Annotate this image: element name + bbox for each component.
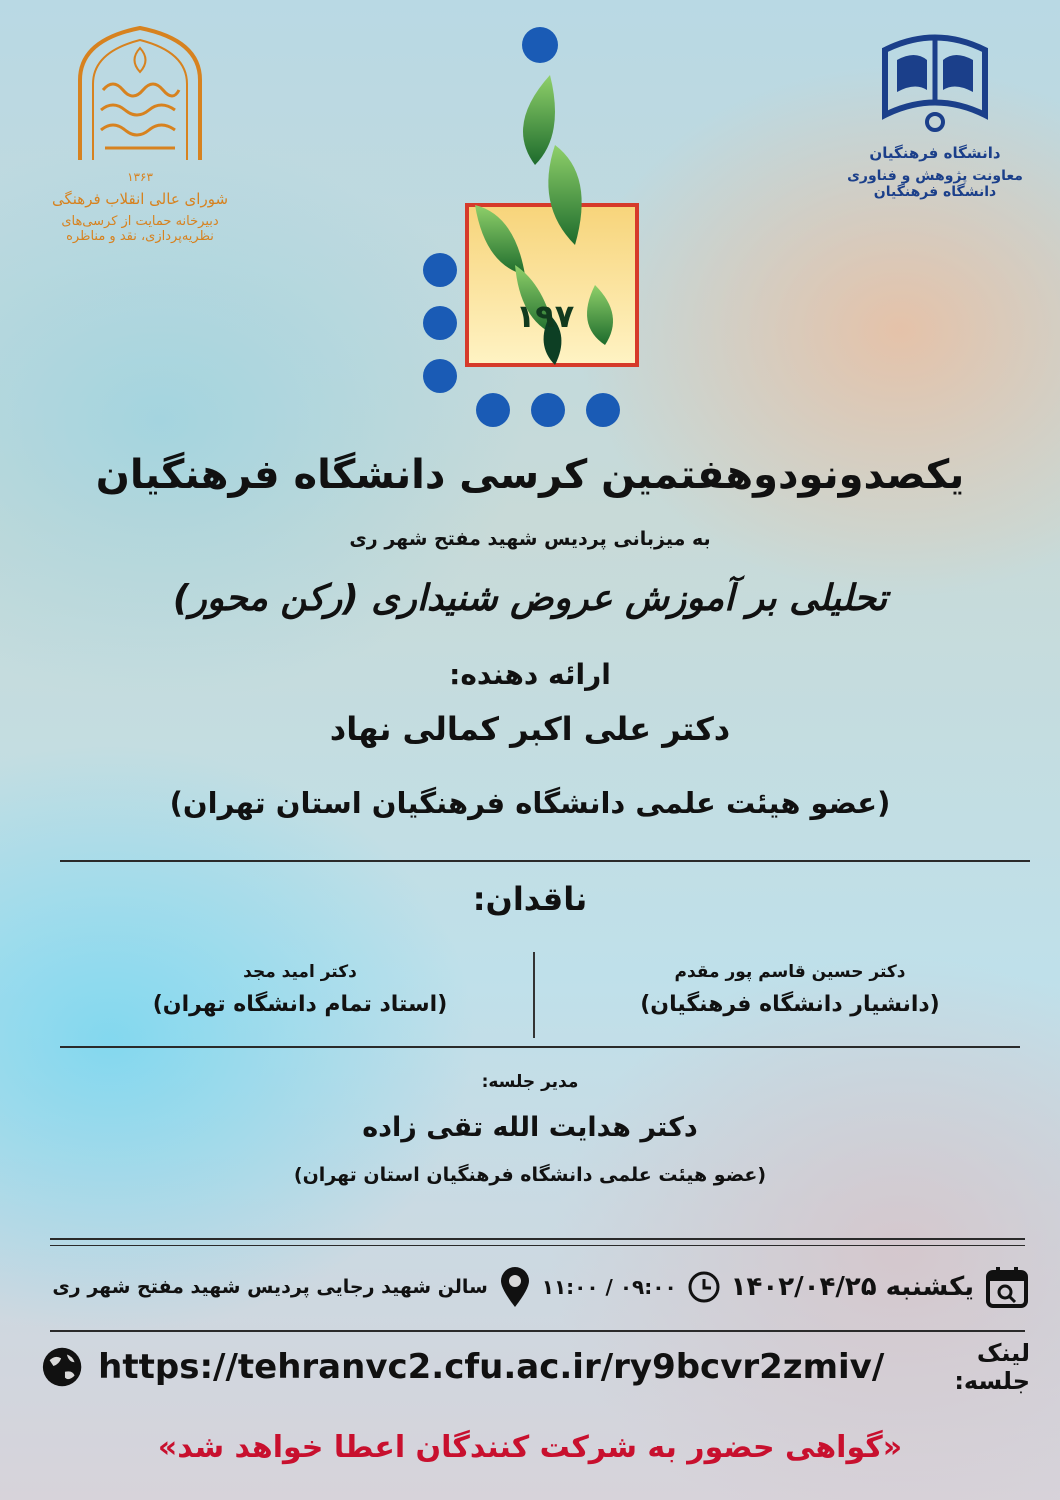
- chair-affiliation: (عضو هیئت علمی دانشگاه فرهنگیان استان تهران): [293, 1164, 767, 1186]
- event-date: یکشنبه ۱۴۰۲/۰۴/۲۵: [730, 1272, 974, 1302]
- divider-2: [60, 1046, 1020, 1048]
- lecture-title: تحلیلی بر آموزش عروض شنیداری (رکن محور): [172, 578, 888, 619]
- globe-icon: [40, 1344, 84, 1390]
- chair-label: مدیر جلسه:: [481, 1072, 579, 1092]
- university-emblem-icon: [875, 20, 995, 140]
- critics-divider: [533, 952, 535, 1038]
- university-logo: [840, 20, 1030, 230]
- council-emblem-icon: [65, 20, 215, 170]
- main-title: یکصدونودوهفتمین کرسی دانشگاه فرهنگیان: [95, 452, 965, 498]
- council-year: ۱۳۶۳: [127, 170, 153, 184]
- divider-4: [50, 1330, 1025, 1332]
- event-time: ۰۹:۰۰ / ۱۱:۰۰: [541, 1275, 677, 1299]
- council-logo: [40, 20, 240, 270]
- research-deputy-name: معاونت پژوهش و فناوری دانشگاه فرهنگیان: [847, 168, 1023, 200]
- location-pin-icon: [498, 1265, 532, 1309]
- critic-1-title: (دانشیار دانشگاه فرهنگیان): [640, 992, 940, 1017]
- divider-3b: [50, 1245, 1025, 1246]
- critic-2-title: (استاد تمام دانشگاه تهران): [152, 992, 448, 1017]
- critic-2: [70, 962, 530, 1017]
- chair-197-logo: [405, 15, 655, 435]
- meeting-link-row: [40, 1339, 1030, 1395]
- chair-197-emblem-icon: [405, 15, 655, 435]
- critic-2-name: دکتر امید مجد: [243, 962, 357, 982]
- divider-1: [60, 860, 1030, 862]
- chair-number: ۱۹۷: [515, 297, 575, 335]
- host-line: به میزبانی پردیس شهید مفتح شهر ری: [349, 528, 711, 550]
- presenter-affiliation: (عضو هیئت علمی دانشگاه فرهنگیان استان تهران): [169, 786, 891, 820]
- critic-1-name: دکتر حسین قاسم پور مقدم: [674, 962, 906, 982]
- meeting-link-label: لینک جلسه:: [954, 1339, 1030, 1395]
- divider-3: [50, 1238, 1025, 1240]
- critic-1: [560, 962, 1020, 1017]
- chair-name: دکتر هدایت الله تقی زاده: [362, 1112, 698, 1143]
- council-secretariat: دبیرخانه حمایت از کرسی‌های نظریه‌پردازی، نقد و مناظره: [61, 214, 219, 244]
- meeting-link-url[interactable]: https://tehranvc2.cfu.ac.ir/ry9bcvr2zmiv/: [98, 1347, 885, 1387]
- university-name: دانشگاه فرهنگیان: [869, 144, 1001, 162]
- council-name: شورای عالی انقلاب فرهنگی: [51, 190, 229, 208]
- event-venue: سالن شهید رجایی پردیس شهید مفتح شهر ری: [52, 1276, 488, 1298]
- calendar-icon: [984, 1264, 1030, 1310]
- clock-icon: [687, 1270, 721, 1304]
- presenter-name: دکتر علی اکبر کمالی نهاد: [329, 710, 731, 748]
- certificate-note: «گواهی حضور به شرکت کنندگان اعطا خواهد شد»: [157, 1430, 903, 1465]
- critics-label: ناقدان:: [472, 880, 588, 918]
- presenter-label: ارائه دهنده:: [449, 658, 611, 691]
- event-info-row: [40, 1262, 1030, 1312]
